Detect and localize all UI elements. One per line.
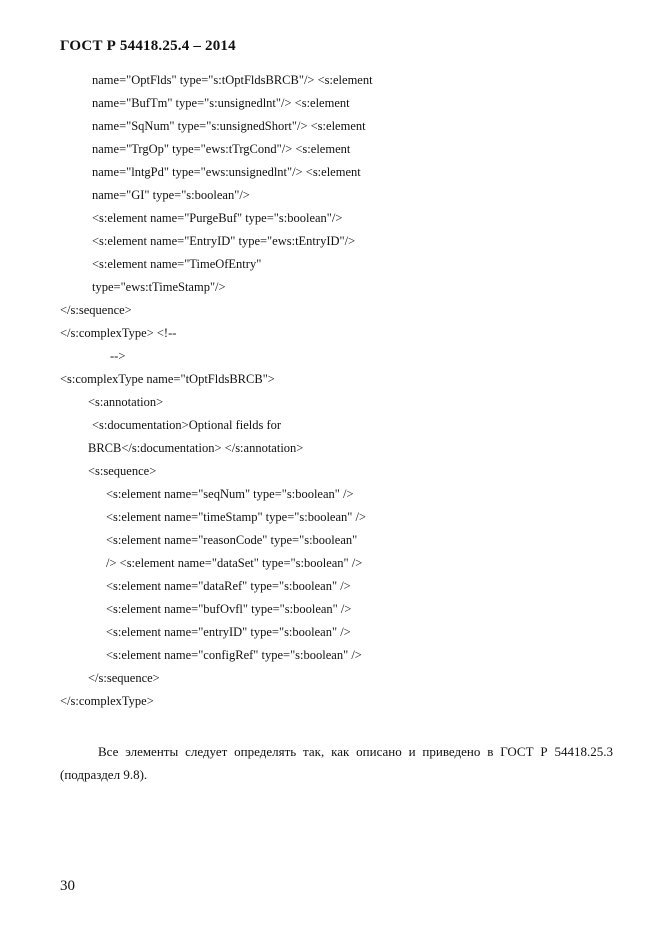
code-line: <s:element name="EntryID" type="ews:tEntryID"/> [92,234,356,248]
code-line: <s:element name="PurgeBuf" type="s:boolean"/> [92,211,343,225]
code-line: name="SqNum" type="s:unsignedShort"/> <s:element [92,119,366,133]
code-line: <s:element name="entryID" type="s:boolean" /> [106,625,351,639]
code-line: <s:element name="configRef" type="s:boolean" /> [106,648,362,662]
code-line: <s:element name="reasonCode" type="s:boolean" [106,533,358,547]
code-line: <s:sequence> [88,464,157,478]
code-line: name="GI" type="s:boolean"/> [92,188,250,202]
code-line: --> [110,349,126,363]
code-line: <s:annotation> [88,395,164,409]
code-line: name="OptFlds" type="s:tOptFldsBRCB"/> <s:element [92,73,373,87]
code-line: BRCB</s:documentation> </s:annotation> [88,441,304,455]
code-line: <s:complexType name="tOptFldsBRCB"> [60,372,275,386]
code-line: </s:complexType> <!-- [60,326,177,340]
code-line: /> <s:element name="dataSet" type="s:boolean" /> [106,556,363,570]
code-line: <s:element name="seqNum" type="s:boolean" /> [106,487,354,501]
code-line: type="ews:tTimeStamp"/> [92,280,226,294]
code-line: <s:element name="timeStamp" type="s:boolean" /> [106,510,367,524]
code-line: </s:complexType> [60,694,154,708]
code-line: </s:sequence> [60,303,132,317]
code-line: </s:sequence> [88,671,160,685]
code-line: <s:documentation>Optional fields for [92,418,282,432]
body-paragraph: Все элементы следует определять так, как описано и приведено в ГОСТ Р 54418.25.3 (подраздел 9.8). [60,744,613,782]
code-line: <s:element name="bufOvfl" type="s:boolean" /> [106,602,352,616]
code-line: name="lntgPd" type="ews:unsignedlnt"/> <s:element [92,165,361,179]
code-line: <s:element name="TimeOfEntry" [92,257,262,271]
document-header: ГОСТ Р 54418.25.4 – 2014 [60,38,236,54]
page-number: 30 [60,878,75,894]
code-line: name="BufTm" type="s:unsignedlnt"/> <s:element [92,96,350,110]
code-line: <s:element name="dataRef" type="s:boolean" /> [106,579,351,593]
code-line: name="TrgOp" type="ews:tTrgCond"/> <s:element [92,142,351,156]
